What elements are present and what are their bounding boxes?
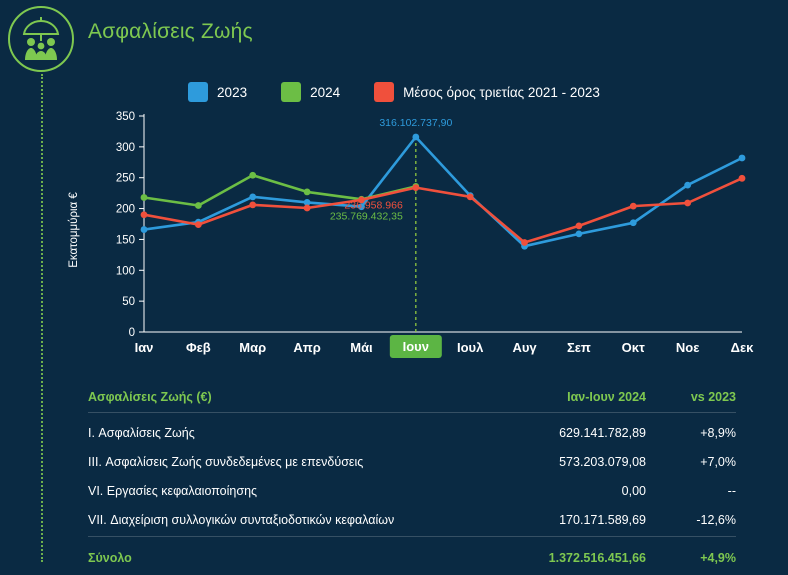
line-chart	[0, 106, 788, 370]
x-axis-label-νοε[interactable]: Νοε	[675, 340, 700, 355]
legend-label-average: Μέσος όρος τριετίας 2021 - 2023	[403, 84, 600, 100]
legend-label-2024: 2024	[310, 84, 341, 100]
page-header	[0, 0, 788, 74]
umbrella-family-icon	[8, 6, 74, 72]
x-axis-label-μάι[interactable]: Μάι	[350, 340, 373, 355]
svg-text:150: 150	[115, 234, 135, 247]
y-axis-title: Εκατομμύρια €	[68, 192, 80, 268]
legend-item-average[interactable]	[374, 82, 600, 102]
table-row	[88, 505, 736, 534]
x-axis-label-φεβ[interactable]: Φεβ	[185, 340, 211, 355]
total-change: +4,9%	[700, 551, 736, 565]
svg-text:50: 50	[122, 296, 135, 309]
row-change: -12,6%	[696, 512, 736, 527]
row-change: +7,0%	[700, 454, 736, 469]
table-header-period: Ιαν-Ιουν 2024	[567, 390, 646, 404]
row-value: 573.203.079,08	[559, 454, 646, 469]
table-row	[88, 476, 736, 505]
legend-swatch-2023	[188, 82, 208, 102]
svg-text:0: 0	[128, 327, 135, 339]
x-axis-label-σεπ[interactable]: Σεπ	[566, 340, 591, 355]
row-value: 170.171.589,69	[559, 512, 646, 527]
x-axis-label-δεκ[interactable]: Δεκ	[730, 340, 754, 355]
svg-text:100: 100	[115, 265, 135, 278]
x-axis-label-ιαν[interactable]: Ιαν	[134, 340, 154, 355]
row-value: 629.141.782,89	[559, 425, 646, 440]
x-axis-label-απρ[interactable]: Απρ	[293, 340, 321, 355]
svg-text:300: 300	[115, 141, 135, 154]
x-axis-label-οκτ[interactable]: Οκτ	[621, 340, 645, 355]
table-header-row	[88, 382, 736, 412]
summary-table	[88, 382, 736, 575]
svg-text:236.958.966: 236.958.966	[344, 199, 403, 212]
table-total-divider	[88, 536, 736, 537]
x-axis-label-ιουλ[interactable]: Ιουλ	[456, 340, 484, 355]
total-label: Σύνολο	[88, 551, 132, 565]
table-row	[88, 418, 736, 447]
x-axis-label-μαρ[interactable]: Μαρ	[239, 340, 267, 355]
legend-item-2023[interactable]	[188, 82, 247, 102]
row-change: --	[727, 483, 736, 498]
table-total-row	[88, 541, 736, 575]
table-header-change: vs 2023	[690, 390, 736, 404]
x-axis-label-αυγ[interactable]: Αυγ	[512, 340, 537, 355]
chart-legend	[0, 82, 788, 102]
legend-swatch-average	[374, 82, 394, 102]
legend-item-2024[interactable]	[281, 82, 340, 102]
row-change: +8,9%	[700, 425, 736, 440]
legend-swatch-2024	[281, 82, 301, 102]
legend-label-2023: 2023	[217, 84, 248, 100]
x-axis-label-ιουν[interactable]: Ιουν	[390, 335, 442, 358]
svg-text:316.102.737,90: 316.102.737,90	[379, 116, 453, 129]
svg-text:200: 200	[115, 203, 135, 216]
svg-text:350: 350	[115, 111, 135, 123]
row-label: VI. Εργασίες κεφαλαιοποίησης	[88, 483, 258, 498]
row-value: 0,00	[621, 483, 646, 498]
table-header-label: Ασφαλίσεις Ζωής (€)	[88, 390, 212, 404]
row-label: I. Ασφαλίσεις Ζωής	[88, 425, 195, 440]
row-label: III. Ασφαλίσεις Ζωής συνδεδεμένες με επενδύσεις	[88, 454, 364, 469]
chart-svg	[0, 106, 788, 370]
svg-text:250: 250	[115, 172, 135, 185]
x-axis-month-labels	[0, 340, 788, 366]
page-title: Ασφαλίσεις Ζωής	[88, 20, 253, 43]
svg-text:235.769.432,35: 235.769.432,35	[329, 210, 403, 223]
total-value: 1.372.516.451,66	[548, 551, 646, 565]
table-row	[88, 447, 736, 476]
table-header-divider	[88, 412, 736, 413]
row-label: VII. Διαχείριση συλλογικών συνταξιοδοτικών κεφαλαίων	[88, 512, 395, 527]
